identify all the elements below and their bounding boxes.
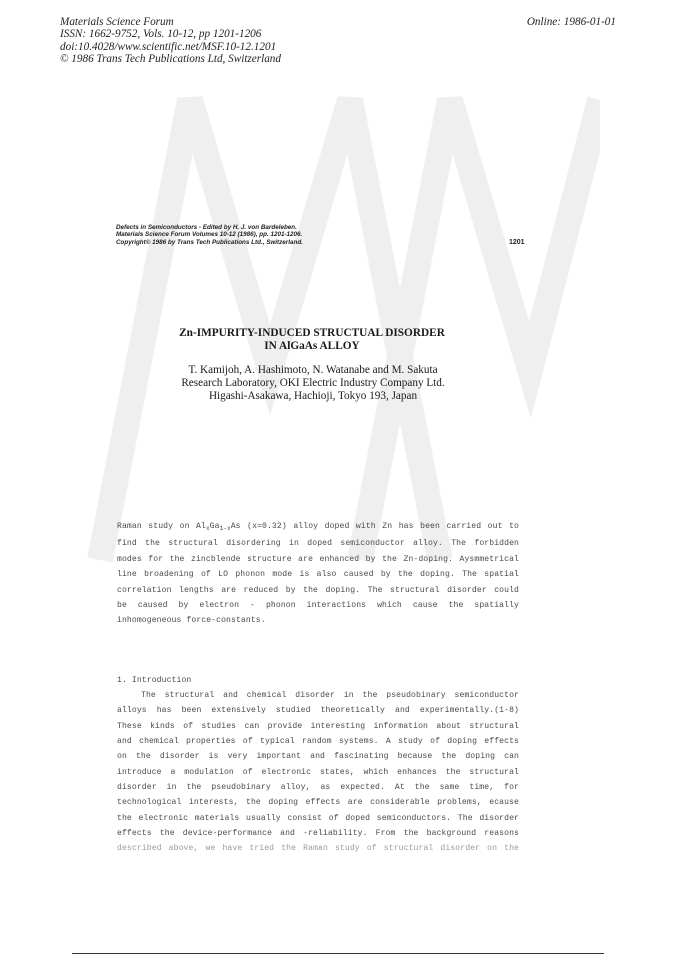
body-line: introduce a modulation of electronic states, which enhances the structural	[117, 767, 519, 777]
body-line: described above, we have tried the Raman study of structural disorder on the	[117, 844, 519, 854]
paper-title	[0, 327, 678, 353]
doi-line[interactable]: doi:10.4028/www.scientific.net/MSF.10-12.1201	[60, 40, 277, 53]
abstract-line: Raman study on $Al_xGa_{1-x}As$ (x=0.32) alloy doped with Zn has been carried out to	[117, 522, 519, 532]
title-line: Zn-IMPURITY-INDUCED STRUCTUAL DISORDER	[179, 327, 445, 339]
body-line: The structural and chemical disorder in the pseudobinary semiconductor	[141, 691, 519, 700]
watermark-logo	[60, 40, 600, 600]
section-heading: 1. Introduction	[117, 676, 192, 685]
introduction-body	[117, 688, 519, 857]
proceedings-line: Materials Science Forum Volumes 10-12 (1986), pp. 1201-1206.	[116, 231, 303, 239]
abstract-line: modes for the zincblende structure are enhanced by the Zn-doping. Aysmmetrical	[117, 554, 519, 564]
body-line: effects the device-performance and -reliability. From the background reasons	[117, 829, 519, 839]
abstract-line: inhomogeneous force-constants.	[117, 616, 266, 626]
body-line: the electronic materials usually consist of doped semiconductors. The disorder	[117, 813, 519, 823]
body-line: disorder in the pseudobinary alloy, as expected. At the same time, for	[117, 783, 519, 793]
affiliation: Research Laboratory, OKI Electric Industry Company Ltd.	[181, 377, 445, 390]
page-number: 1201	[509, 239, 525, 246]
abstract-line: be caused by electron - phonon interactions which cause the spatially	[117, 601, 519, 611]
address: Higashi-Asakawa, Hachioji, Tokyo 193, Japan	[208, 390, 418, 403]
proceedings-info	[116, 224, 303, 246]
body-line: alloys has been extensively studied theoretically and experimentally.(1-8)	[117, 706, 519, 716]
journal-name: Materials Science Forum	[60, 16, 174, 28]
copyright-line: © 1986 Trans Tech Publications Ltd, Switzerland	[60, 53, 281, 66]
abstract-line: line broadening of LO phonon mode is also caused by the doping. The spatial	[117, 570, 519, 580]
body-line: technological interests, the doping effects are considerable problems, ecause	[117, 798, 519, 808]
footer-rule	[72, 953, 604, 954]
abstract	[117, 519, 519, 629]
issn-line: ISSN: 1662-9752, Vols. 10-12, pp 1201-1206	[60, 28, 262, 41]
author-block	[0, 364, 678, 404]
body-line: These kinds of studies can provide interesting information about structural	[117, 721, 519, 731]
body-line: and chemical properties of typical random systems. A study of doping effects	[117, 737, 519, 747]
body-line: on the disorder is very important and fascinating because the doping can	[117, 752, 519, 762]
abstract-line: find the structural disordering in doped semiconductor alloy. The forbidden	[117, 539, 519, 549]
online-date: Online: 1986-01-01	[526, 16, 616, 28]
proceedings-line: Defects in Semiconductors - Edited by H. J. von Bardeleben.	[116, 224, 297, 231]
title-line: IN AlGaAs ALLOY	[264, 340, 360, 352]
author-names: T. Kamijoh, A. Hashimoto, N. Watanabe and M. Sakuta	[188, 364, 438, 376]
abstract-line: correlation lengths are reduced by the doping. The structural disorder could	[117, 585, 519, 595]
proceedings-line: Copyright© 1986 by Trans Tech Publications Ltd., Switzerland.	[116, 238, 303, 246]
journal-header	[60, 16, 281, 66]
